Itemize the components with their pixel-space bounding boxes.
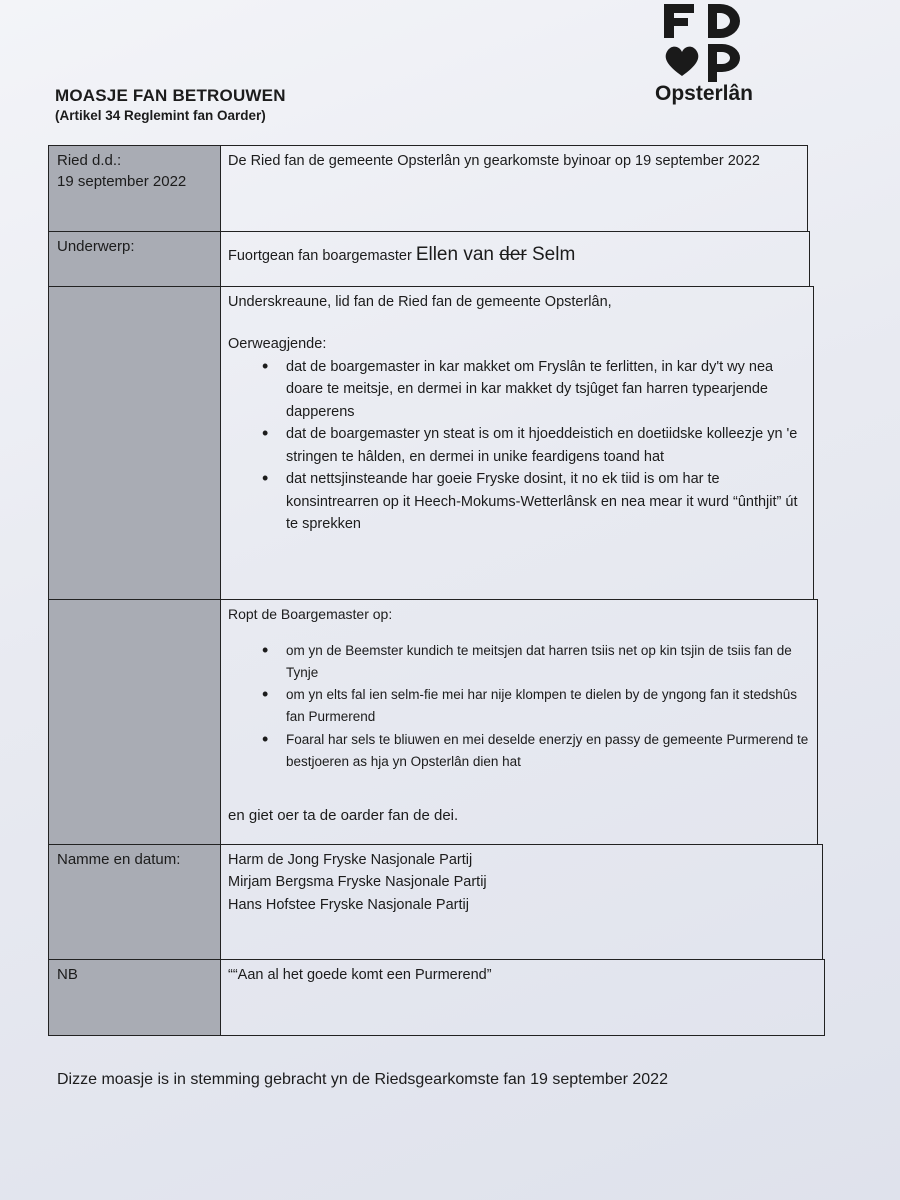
municipality-logo — [646, 0, 762, 110]
row-namme — [48, 844, 823, 960]
row-overwegingen-value — [222, 287, 813, 599]
row-ried — [48, 145, 808, 232]
overwegingen-bullet: • dat de boargemaster in kar makket om Fryslân te ferlitten, in kar dy't wy nea doare te meitsje, en dermei in kar makket dy tsjûget fan harren typearjende dapperens — [262, 356, 801, 423]
overwegingen-bullet: • dat nettsjinsteande har goeie Fryske dosint, it no ek tiid is om har te konsintrearren op it Heech-Mokums-Wetterlânsk en nea mear it wurd “ûnthjit” út te sprekken — [262, 468, 801, 535]
row-overwegingen — [48, 286, 814, 600]
ried-label-date: 19 september 2022 — [57, 173, 187, 190]
row-underwerp-value — [222, 232, 809, 286]
document-title: MOASJE FAN BETROUWEN — [55, 86, 286, 105]
oprop-bullet: • om yn elts fal ien selm-fie mei har nije klompen te dielen by de yngong fan it stedshûs fan Purmerend — [262, 684, 811, 729]
oprop-bullet: • om yn de Beemster kundich te meitsjen dat harren tsiis net op kin tsjin de tsiis fan de Tynje — [262, 640, 811, 685]
overwegingen-intro: Underskreaune, lid fan de Ried fan de gemeente Opsterlân, — [228, 294, 612, 310]
row-overwegingen-label — [49, 287, 221, 599]
underwerp-prefix: Fuortgean fan boargemaster — [228, 248, 416, 264]
overwegingen-heading: Oerweagjende: — [228, 336, 327, 353]
row-ried-label — [49, 146, 221, 231]
underwerp-name-struck: der — [499, 244, 527, 265]
underwerp-name-1: Ellen van — [415, 244, 500, 265]
row-underwerp-label: Underwerp: — [49, 232, 221, 286]
row-namme-value — [222, 845, 822, 959]
oprop-bullet: • Foaral har sels te bliuwen en mei deselde enerzjy en passy de gemeente Purmerend te bestjoeren as hja yn Opsterlân dien hat — [262, 729, 811, 774]
row-oprop-label — [49, 600, 221, 844]
ried-label-line1: Ried d.d.: — [57, 152, 122, 169]
overwegingen-bullet: • dat de boargemaster yn steat is om it hjoeddeistich en doetiidske kolleezje yn 'e stringen te hâlden, en dermei in unike feardigens toand hat — [262, 423, 801, 468]
row-nb-label: NB — [49, 960, 221, 1035]
row-nb — [48, 959, 825, 1036]
footer-note: Dizze moasje is in stemming gebracht yn de Riedsgearkomste fan 19 september 2022 — [57, 1071, 668, 1088]
logo-text: Opsterlân — [654, 82, 754, 105]
row-oprop — [48, 599, 818, 845]
oprop-closing: en giet oer ta de oarder fan de dei. — [228, 807, 459, 824]
row-underwerp — [48, 231, 810, 287]
signatory: Harm de Jong Fryske Nasjonale Partij — [228, 852, 473, 868]
row-namme-label: Namme en datum: — [49, 845, 221, 959]
document-subtitle: (Artikel 34 Reglemint fan Oarder) — [55, 108, 266, 123]
underwerp-name-2: Selm — [526, 244, 576, 265]
row-nb-value: ““Aan al het goede komt een Purmerend” — [228, 967, 492, 983]
signatory: Hans Hofstee Fryske Nasjonale Partij — [228, 896, 469, 913]
fdp-logo-icon — [660, 0, 748, 82]
oprop-intro: Ropt de Boargemaster op: — [228, 606, 393, 622]
row-ried-value: De Ried fan de gemeente Opsterlân yn gearkomste byinoar op 19 september 2022 — [228, 153, 760, 169]
row-oprop-value — [222, 600, 817, 844]
signatory: Mirjam Bergsma Fryske Nasjonale Partij — [228, 874, 487, 891]
